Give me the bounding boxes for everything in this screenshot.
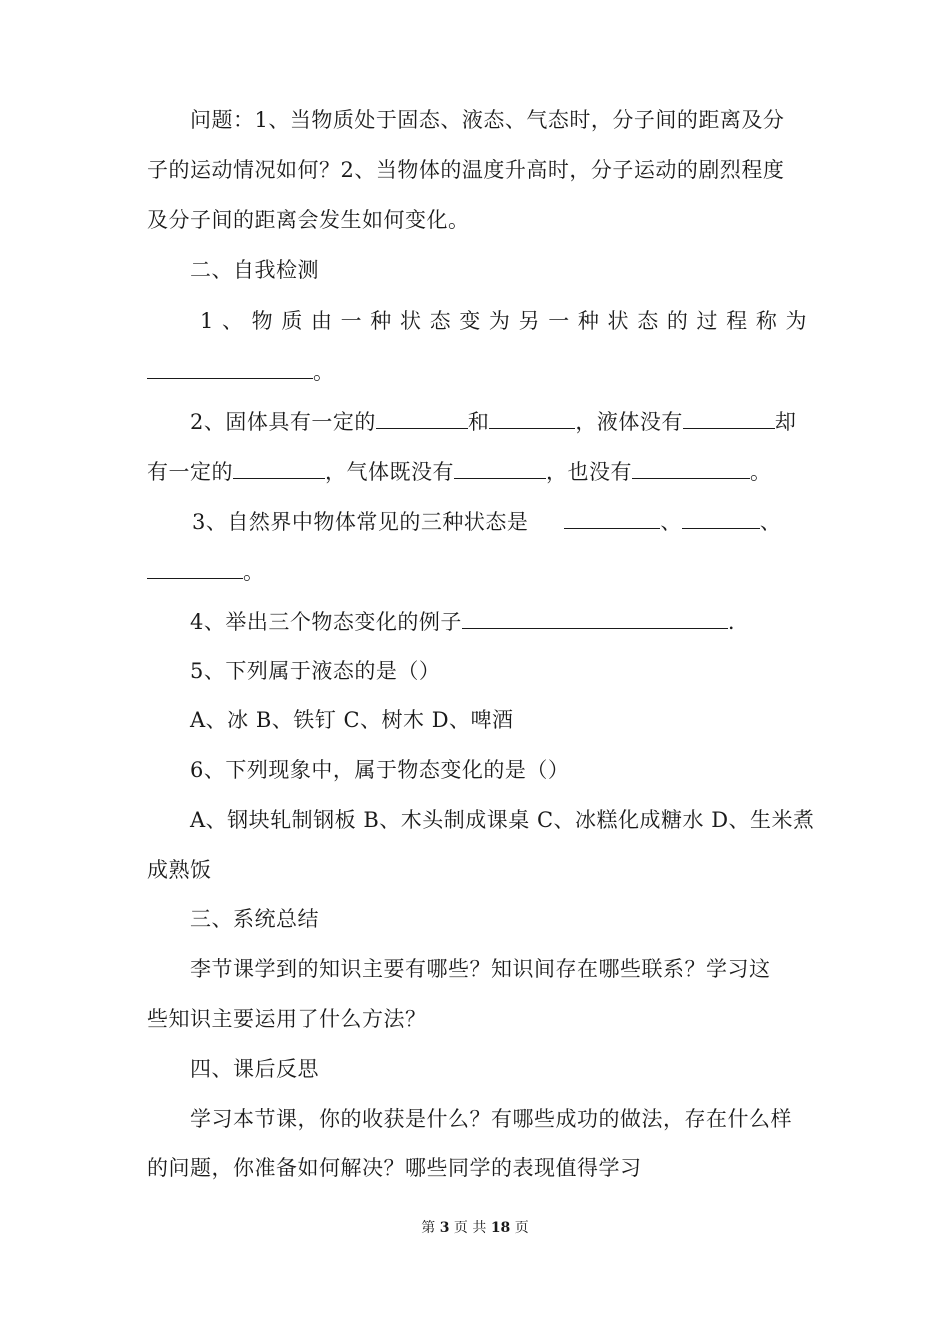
footer-prefix: 第 [421, 1220, 436, 1236]
q2-line-1 [190, 406, 807, 437]
q2-part-g: ，也没有 [546, 460, 632, 484]
section-heading-reflection: 四、课后反思 [190, 1057, 319, 1081]
q2-part-d: 却 [774, 410, 797, 434]
page-footer [0, 1218, 950, 1238]
q2-part-e: 有一定的 [147, 460, 233, 484]
q2-part-a: 2、固体具有一定的 [190, 410, 376, 434]
q3-part-a: 3、自然界中物体常见的三种状态是 [192, 510, 529, 534]
q2-part-h: 。 [750, 460, 772, 484]
summary-line-1: 李节课学到的知识主要有哪些？知识间存在哪些联系？学习这 [190, 957, 771, 981]
q4-end: . [727, 610, 736, 634]
q2-part-c: ，液体没有 [575, 410, 683, 434]
q2-part-f: ，气体既没有 [325, 460, 454, 484]
q3-blank-2[interactable] [682, 506, 760, 529]
q1-end: 。 [313, 360, 335, 384]
footer-page-number: 3 [439, 1220, 450, 1236]
q4-part-a: 4、举出三个物态变化的例子 [190, 610, 462, 634]
q2-blank-4[interactable] [233, 456, 325, 479]
q2-line-2 [147, 456, 807, 487]
q3-blank-1[interactable] [564, 506, 660, 529]
q2-blank-1[interactable] [376, 406, 468, 429]
q3-line-1 [192, 506, 809, 537]
q3-sep-2: 、 [759, 510, 782, 534]
q2-blank-5[interactable] [454, 456, 546, 479]
reflection-line-2: 的问题，你准备如何解决？哪些同学的表现值得学习 [147, 1156, 642, 1180]
question-line-1: 问题：1、当物质处于固态、液态、气态时，分子间的距离及分 [190, 108, 785, 132]
q3-line-2 [147, 556, 807, 587]
q3-blank-3[interactable] [147, 556, 243, 579]
q1-line-1: 1、物质由一种状态变为另一种状态的过程称为 [200, 309, 807, 333]
q2-blank-6[interactable] [632, 456, 750, 479]
q2-blank-3[interactable] [683, 406, 775, 429]
q4-blank[interactable] [462, 606, 728, 629]
section-heading-self-check: 二、自我检测 [190, 258, 319, 282]
q3-end: 。 [243, 560, 265, 584]
q1-line-2 [147, 356, 807, 387]
footer-total-pages: 18 [490, 1220, 511, 1236]
footer-middle: 页 共 [453, 1220, 487, 1236]
q5-line: 5、下列属于液态的是（） [190, 659, 441, 683]
footer-suffix: 页 [514, 1220, 529, 1236]
q6-options-line-1: A、钢块轧制钢板 B、木头制成课桌 C、冰糕化成糖水 D、生米煮 [190, 808, 815, 832]
question-line-3: 及分子间的距离会发生如何变化。 [147, 208, 470, 232]
summary-line-2: 些知识主要运用了什么方法？ [147, 1007, 427, 1031]
q1-blank[interactable] [147, 356, 313, 379]
reflection-line-1: 学习本节课，你的收获是什么？有哪些成功的做法，存在什么样 [190, 1107, 792, 1131]
q3-sep-1: 、 [660, 510, 682, 534]
q2-blank-2[interactable] [489, 406, 575, 429]
q2-part-b: 和 [467, 410, 490, 434]
q4-line [190, 606, 807, 637]
q5-options: A、冰 B、铁钉 C、树木 D、啤酒 [190, 708, 514, 732]
q6-options-line-2: 成熟饭 [147, 858, 212, 882]
section-heading-summary: 三、系统总结 [190, 907, 319, 931]
question-line-2: 子的运动情况如何？2、当物体的温度升高时，分子运动的剧烈程度 [147, 158, 785, 182]
q6-line: 6、下列现象中，属于物态变化的是（） [190, 758, 570, 782]
